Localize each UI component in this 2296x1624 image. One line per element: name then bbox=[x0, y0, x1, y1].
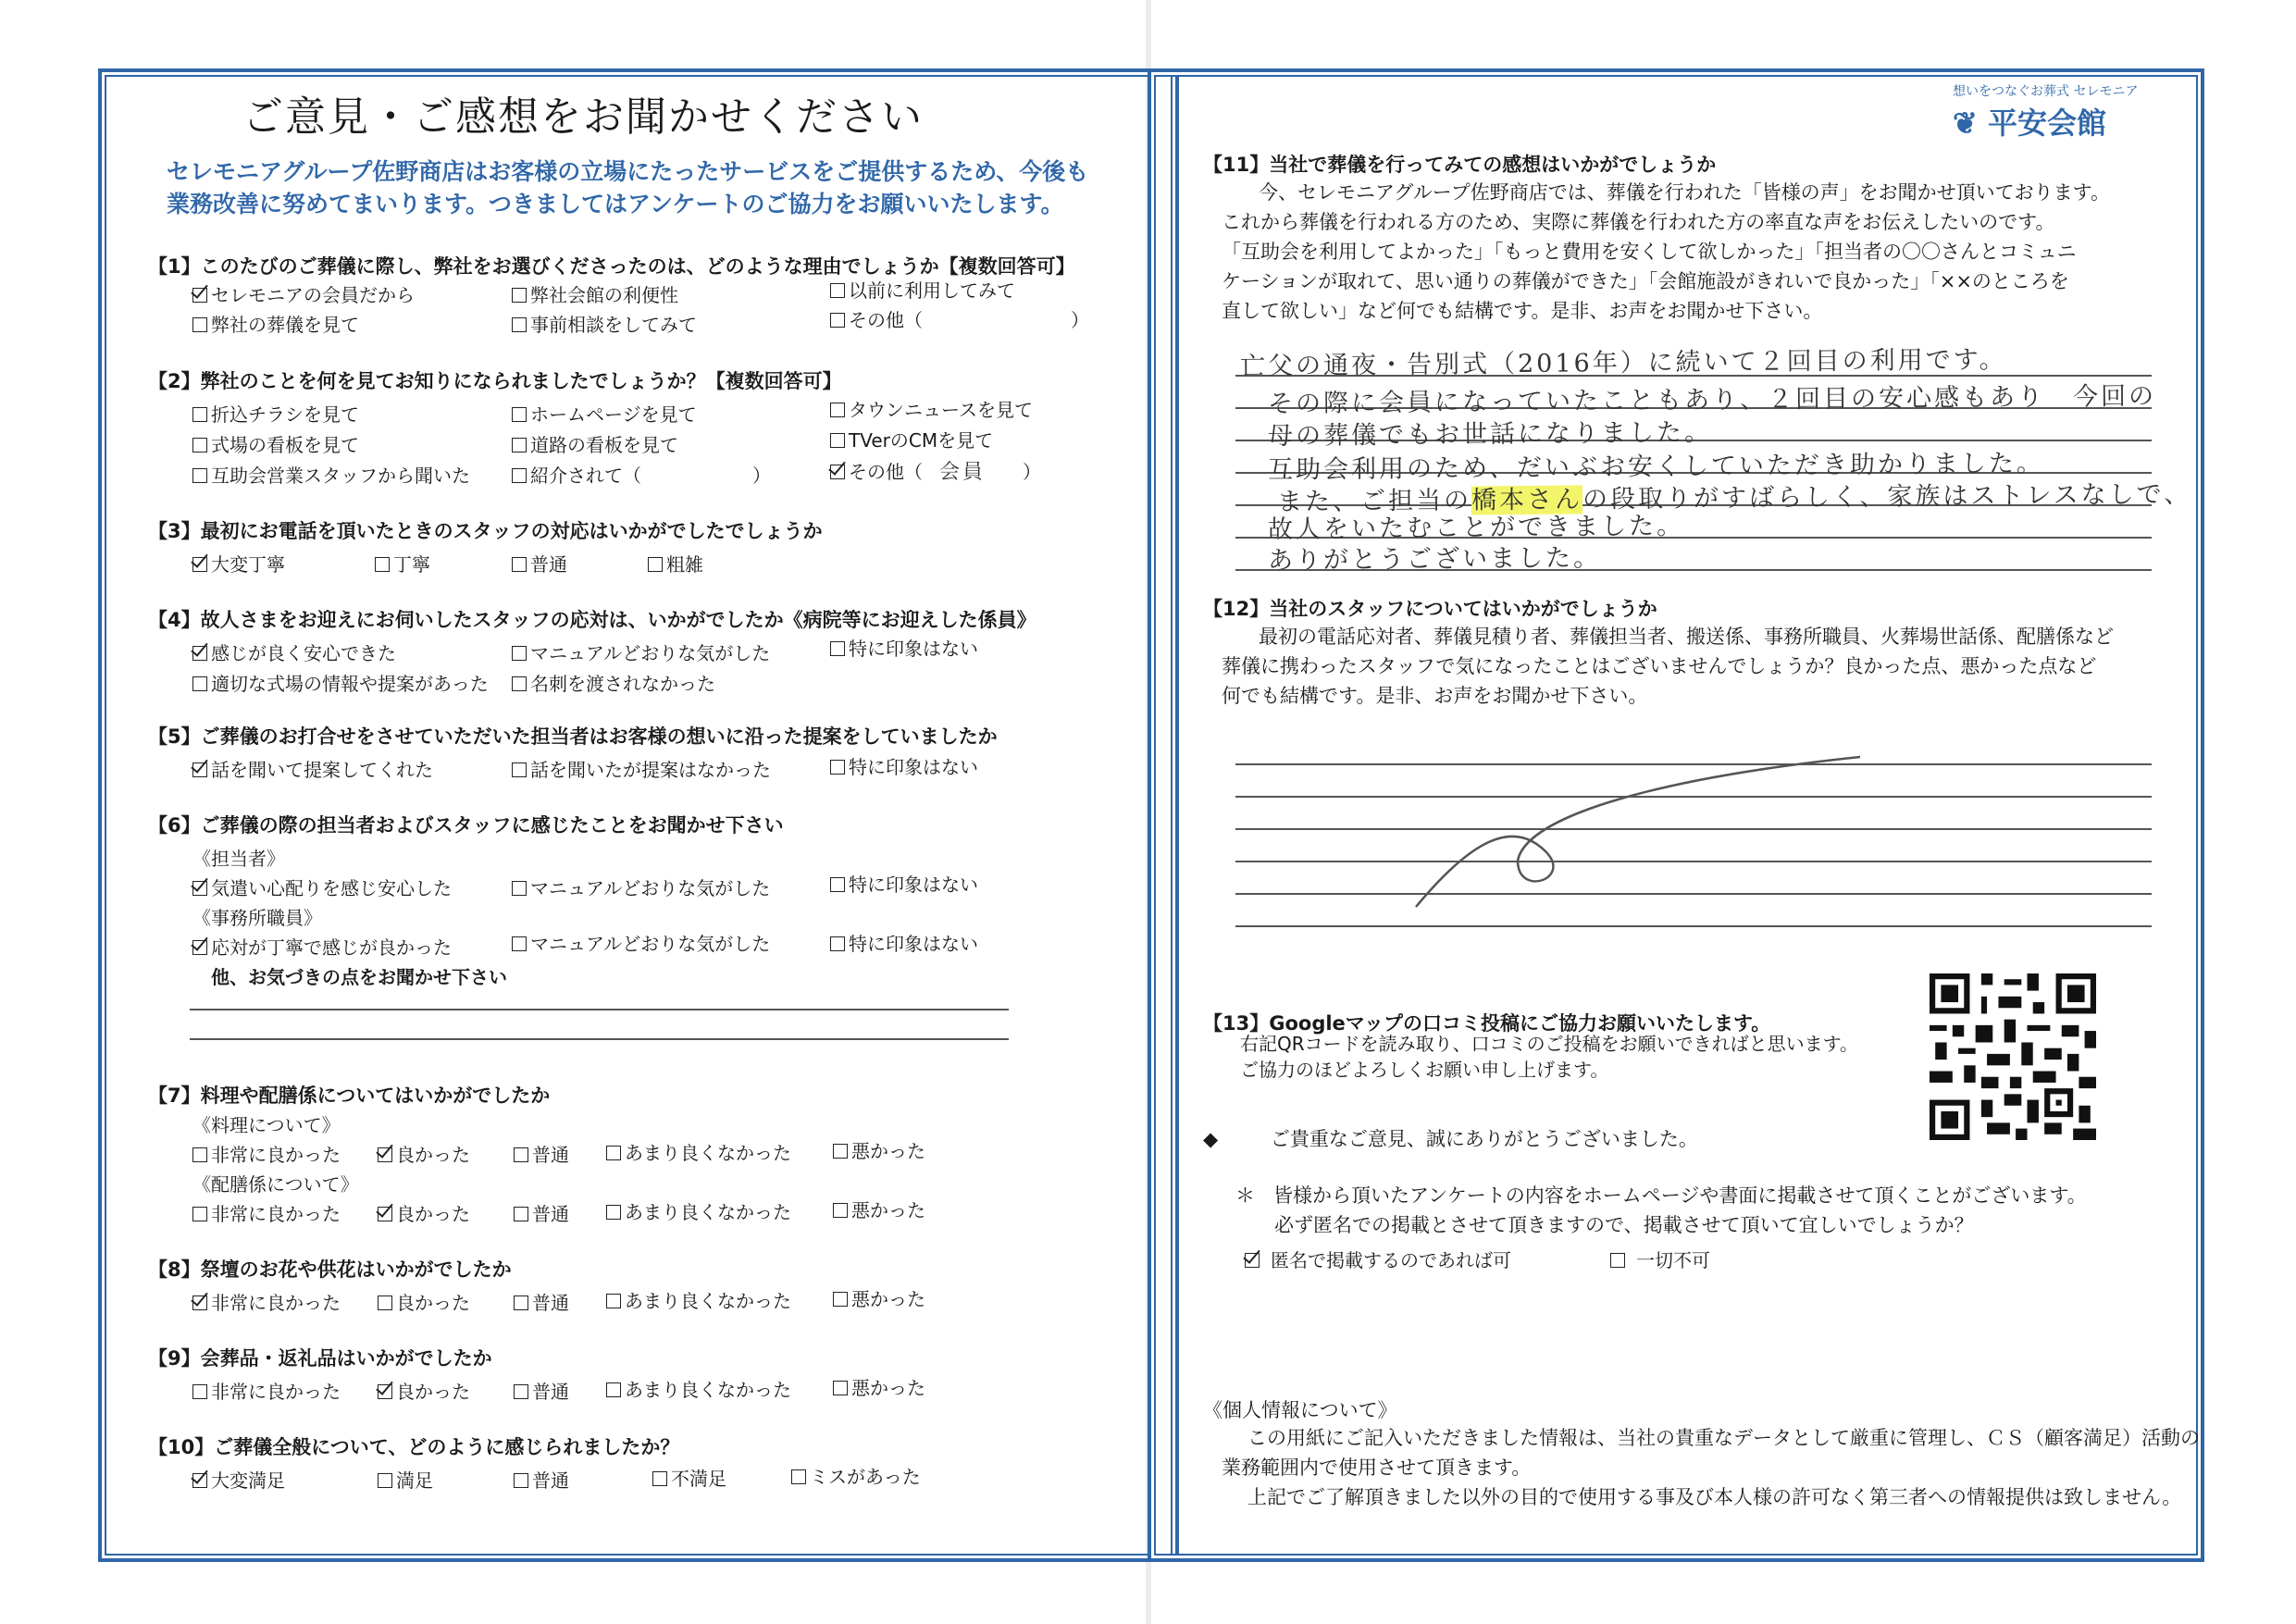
q11-heading: 【11】当社で葬儀を行ってみての感想はいかがでしょうか bbox=[1203, 154, 1717, 176]
q5-option[interactable]: 話を聞いたが提案はなかった bbox=[512, 755, 771, 782]
intro-text bbox=[167, 155, 1092, 220]
asterisk-icon: ＊ bbox=[1235, 1184, 1255, 1207]
q8-option[interactable]: 普通 bbox=[514, 1288, 569, 1315]
q5-option[interactable]: 話を聞いて提案してくれた bbox=[192, 755, 433, 782]
q6-other-label: 他、お気づきの点をお聞かせ下さい bbox=[211, 966, 507, 988]
handwritten-answer: 亡父の通夜・告別式（2016年）に続いて２回目の利用です。 bbox=[1239, 345, 2007, 381]
handwritten-answer: 会員 bbox=[939, 461, 987, 484]
handwritten-answer: その際に会員になっていたこともあり、２回目の安心感もあり 今回の bbox=[1267, 381, 2157, 419]
q6-option[interactable]: 特に印象はない bbox=[830, 929, 978, 956]
handwritten-answer: 母の葬儀でもお世話になりました。 bbox=[1267, 417, 1713, 452]
q2-option[interactable]: 式場の看板を見て bbox=[192, 430, 359, 457]
q1-option[interactable]: その他（ ） bbox=[830, 305, 1089, 332]
writing-line bbox=[190, 1038, 1009, 1040]
q7-option[interactable]: 非常に良かった bbox=[192, 1199, 341, 1226]
q2-option[interactable]: タウンニュースを見て bbox=[830, 395, 1033, 422]
handwritten-answer: 互助会利用のため、だいぶお安くしていただき助かりました。 bbox=[1267, 449, 2045, 485]
q10-heading: 【10】ご葬儀全般について、どのように感じられましたか？ bbox=[148, 1436, 680, 1458]
q10-option[interactable]: 大変満足 bbox=[192, 1466, 285, 1493]
q6-option[interactable]: マニュアルどおりな気がした bbox=[512, 874, 770, 900]
q1-option[interactable]: 以前に利用してみて bbox=[830, 276, 1015, 303]
q7-option[interactable]: 悪かった bbox=[833, 1196, 925, 1222]
q6-option[interactable]: マニュアルどおりな気がした bbox=[512, 929, 770, 956]
q4-option[interactable]: 特に印象はない bbox=[830, 634, 978, 661]
writing-line bbox=[1235, 925, 2152, 927]
thanks-line: ◆ ご貴重なご意見、誠にありがとうございました。 bbox=[1203, 1128, 1698, 1150]
q8-option[interactable]: 非常に良かった bbox=[192, 1288, 341, 1315]
q8-option[interactable]: あまり良くなかった bbox=[606, 1286, 791, 1313]
q6-option[interactable]: 応対が丁寧で感じが良かった bbox=[192, 933, 452, 960]
q7-option[interactable]: 非常に良かった bbox=[192, 1140, 341, 1167]
handwritten-answer: また、ご担当の橋本さんの段取りがすばらしく、家族はストレスなしで、 bbox=[1276, 479, 2192, 517]
checkbox-checked[interactable] bbox=[192, 288, 207, 303]
q6-sub-heading: 《事務所職員》 bbox=[192, 907, 322, 929]
q3-heading: 【3】最初にお電話を頂いたときのスタッフの対応はいかがでしたでしょうか bbox=[148, 520, 823, 542]
q3-option[interactable]: 大変丁寧 bbox=[192, 550, 285, 576]
q7-option[interactable]: あまり良くなかった bbox=[606, 1197, 791, 1224]
q2-option[interactable]: 互助会営業スタッフから聞いた bbox=[192, 461, 470, 488]
q11-description: 今、セレモニアグループ佐野商店では、葬儀を行われた「皆様の声」をお聞かせ頂いております。 これから葬儀を行われる方のため、実際に葬儀を行われた方の率直な声をお伝えしたいのです。 「互助会を利用してよかった」「もっと費用を安くして欲しかった」「担当者の〇〇さんとコミュニ ケーションが取れて、思い通りの葬儀ができた」「会館施設がきれいで良かった」「××のところを 直して欲しい」など何でも結構です。是非、お声をお聞かせ下さい。 bbox=[1222, 181, 2111, 322]
q5-option[interactable]: 特に印象はない bbox=[830, 752, 978, 779]
diamond-icon: ◆ bbox=[1203, 1128, 1219, 1150]
q9-option[interactable]: 非常に良かった bbox=[192, 1377, 341, 1404]
brand-logo bbox=[1953, 81, 2138, 143]
qr-code-icon[interactable] bbox=[1930, 973, 2096, 1140]
q9-option[interactable]: 悪かった bbox=[833, 1373, 925, 1400]
q9-option[interactable]: あまり良くなかった bbox=[606, 1375, 791, 1402]
publish-option-refuse[interactable]: 一切不可 bbox=[1610, 1246, 1710, 1272]
q7-option[interactable]: あまり良くなかった bbox=[606, 1138, 791, 1165]
logo-name: ❦ 平安会館 bbox=[1953, 105, 2106, 141]
q2-option[interactable]: 折込チラシを見て bbox=[192, 400, 359, 427]
q10-option[interactable]: ミスがあった bbox=[791, 1462, 921, 1489]
q12-description: 最初の電話応対者、葬儀見積り者、葬儀担当者、搬送係、事務所職員、火葬場世話係、配膳係など 葬儀に携わったスタッフで気になったことはございませんでしょうか？良かった点、悪かった点など 何でも結構です。是非、お声をお聞かせ下さい。 bbox=[1222, 626, 2114, 707]
intro-line: セレモニアグループ佐野商店はお客様の立場にたったサービスをご提供するため、今後も bbox=[167, 158, 1089, 185]
q2-option[interactable]: ホームページを見て bbox=[512, 400, 697, 427]
page-title: ご意見・ご感想をお聞かせください bbox=[242, 93, 924, 141]
q10-option[interactable]: 不満足 bbox=[652, 1464, 726, 1491]
publish-notice: ＊ 皆様から頂いたアンケートの内容をホームページや書面に掲載させて頂くことがございます。 必ず匿名での掲載とさせて頂きますので、掲載させて頂いて宜しいでしょうか？ bbox=[1235, 1184, 2087, 1236]
writing-line bbox=[190, 1009, 1009, 1010]
q1-option[interactable]: セレモニアの会員だから bbox=[192, 280, 415, 307]
q1-option[interactable]: 弊社の葬儀を見て bbox=[192, 310, 359, 337]
q10-option[interactable]: 満足 bbox=[378, 1466, 433, 1493]
intro-line: 業務改善に努めてまいります。つきましてはアンケートのご協力をお願いいたします。 bbox=[167, 191, 1064, 217]
q1-option[interactable]: 弊社会館の利便性 bbox=[512, 280, 678, 307]
q9-option[interactable]: 普通 bbox=[514, 1377, 569, 1404]
q3-option[interactable]: 普通 bbox=[512, 550, 567, 576]
q6-option[interactable]: 気遣い心配りを感じ安心した bbox=[192, 874, 452, 900]
q9-option[interactable]: 良かった bbox=[378, 1377, 470, 1404]
q7-heading: 【7】料理や配膳係についてはいかがでしたか bbox=[148, 1085, 551, 1107]
q13-description: 右記QRコードを読み取り、口コミのご投稿をお願いできればと思います。 ご協力のほどよろしくお願い申し上げます。 bbox=[1240, 1033, 1859, 1081]
q8-option[interactable]: 悪かった bbox=[833, 1284, 925, 1311]
q3-option[interactable]: 粗雑 bbox=[648, 550, 703, 576]
q4-option[interactable]: 名刺を渡されなかった bbox=[512, 669, 715, 696]
q3-option[interactable]: 丁寧 bbox=[375, 550, 430, 576]
q4-option[interactable]: 適切な式場の情報や提案があった bbox=[192, 669, 489, 696]
publish-option-anonymous[interactable]: 匿名で掲載するのであれば可 bbox=[1245, 1246, 1511, 1272]
q9-heading: 【9】会葬品・返礼品はいかがでしたか bbox=[148, 1347, 492, 1370]
q4-heading: 【4】故人さまをお迎えにお伺いしたスタッフの応対は、いかがでしたか《病院等にお迎えした係員》 bbox=[148, 609, 1036, 631]
q7-sub-heading: 《料理について》 bbox=[192, 1114, 341, 1136]
highlighted-name: 橋本さん bbox=[1471, 485, 1583, 515]
strike-through-scribble bbox=[1407, 750, 1869, 916]
q7-option[interactable]: 普通 bbox=[514, 1199, 569, 1226]
q6-sub-heading: 《担当者》 bbox=[192, 848, 285, 870]
privacy-title: 《個人情報について》 bbox=[1203, 1399, 1397, 1421]
logo-mark-icon: ❦ bbox=[1953, 105, 1988, 141]
q1-option[interactable]: 事前相談をしてみて bbox=[512, 310, 697, 337]
q2-option[interactable]: TVerのCMを見て bbox=[830, 426, 993, 452]
privacy-text: この用紙にご記入いただきました情報は、当社の貴重なデータとして厳重に管理し、ＣＳ（顧客満足）活動の 業務範囲内で使用させて頂きます。 上記でご了解頂きました以外の目的で使用する事及び本人様の許可なく第三者への情報提供は致しません。 bbox=[1222, 1427, 2200, 1508]
q5-heading: 【5】ご葬儀のお打合せをさせていただいた担当者はお客様の想いに沿った提案をしていましたか bbox=[148, 725, 998, 748]
q1-heading: 【1】このたびのご葬儀に際し、弊社をお選びくださったのは、どのような理由でしょうか【複数回答可】 bbox=[148, 255, 1075, 278]
q2-heading: 【2】弊社のことを何を見てお知りになられましたでしょうか？【複数回答可】 bbox=[148, 370, 842, 392]
q4-option[interactable]: 感じが良く安心できた bbox=[192, 638, 396, 665]
q4-option[interactable]: マニュアルどおりな気がした bbox=[512, 638, 770, 665]
q7-option[interactable]: 良かった bbox=[378, 1140, 470, 1167]
q10-option[interactable]: 普通 bbox=[514, 1466, 569, 1493]
q7-option[interactable]: 良かった bbox=[378, 1199, 470, 1226]
q2-option[interactable]: その他（ 会員 ） bbox=[830, 456, 1041, 485]
q7-option[interactable]: 悪かった bbox=[833, 1136, 925, 1163]
handwritten-answer: ありがとうございました。 bbox=[1267, 543, 1602, 576]
q8-heading: 【8】祭壇のお花や供花はいかがでしたか bbox=[148, 1258, 512, 1281]
q2-option[interactable]: 紹介されて（ ） bbox=[512, 461, 771, 488]
q2-option[interactable]: 道路の看板を見て bbox=[512, 430, 678, 457]
q7-sub-heading: 《配膳係について》 bbox=[192, 1173, 359, 1196]
q13-heading: 【13】Googleマップの口コミ投稿にご協力お願いいたします。 bbox=[1203, 1012, 1771, 1035]
handwritten-answer: 故人をいたむことができました。 bbox=[1267, 512, 1685, 544]
q8-option[interactable]: 良かった bbox=[378, 1288, 470, 1315]
logo-tagline: 想いをつなぐお葬式 セレモニア bbox=[1953, 84, 2139, 99]
q6-heading: 【6】ご葬儀の際の担当者およびスタッフに感じたことをお聞かせ下さい bbox=[148, 814, 784, 837]
q6-option[interactable]: 特に印象はない bbox=[830, 870, 978, 897]
q12-heading: 【12】当社のスタッフについてはいかがでしょうか bbox=[1203, 598, 1657, 620]
q7-option[interactable]: 普通 bbox=[514, 1140, 569, 1167]
